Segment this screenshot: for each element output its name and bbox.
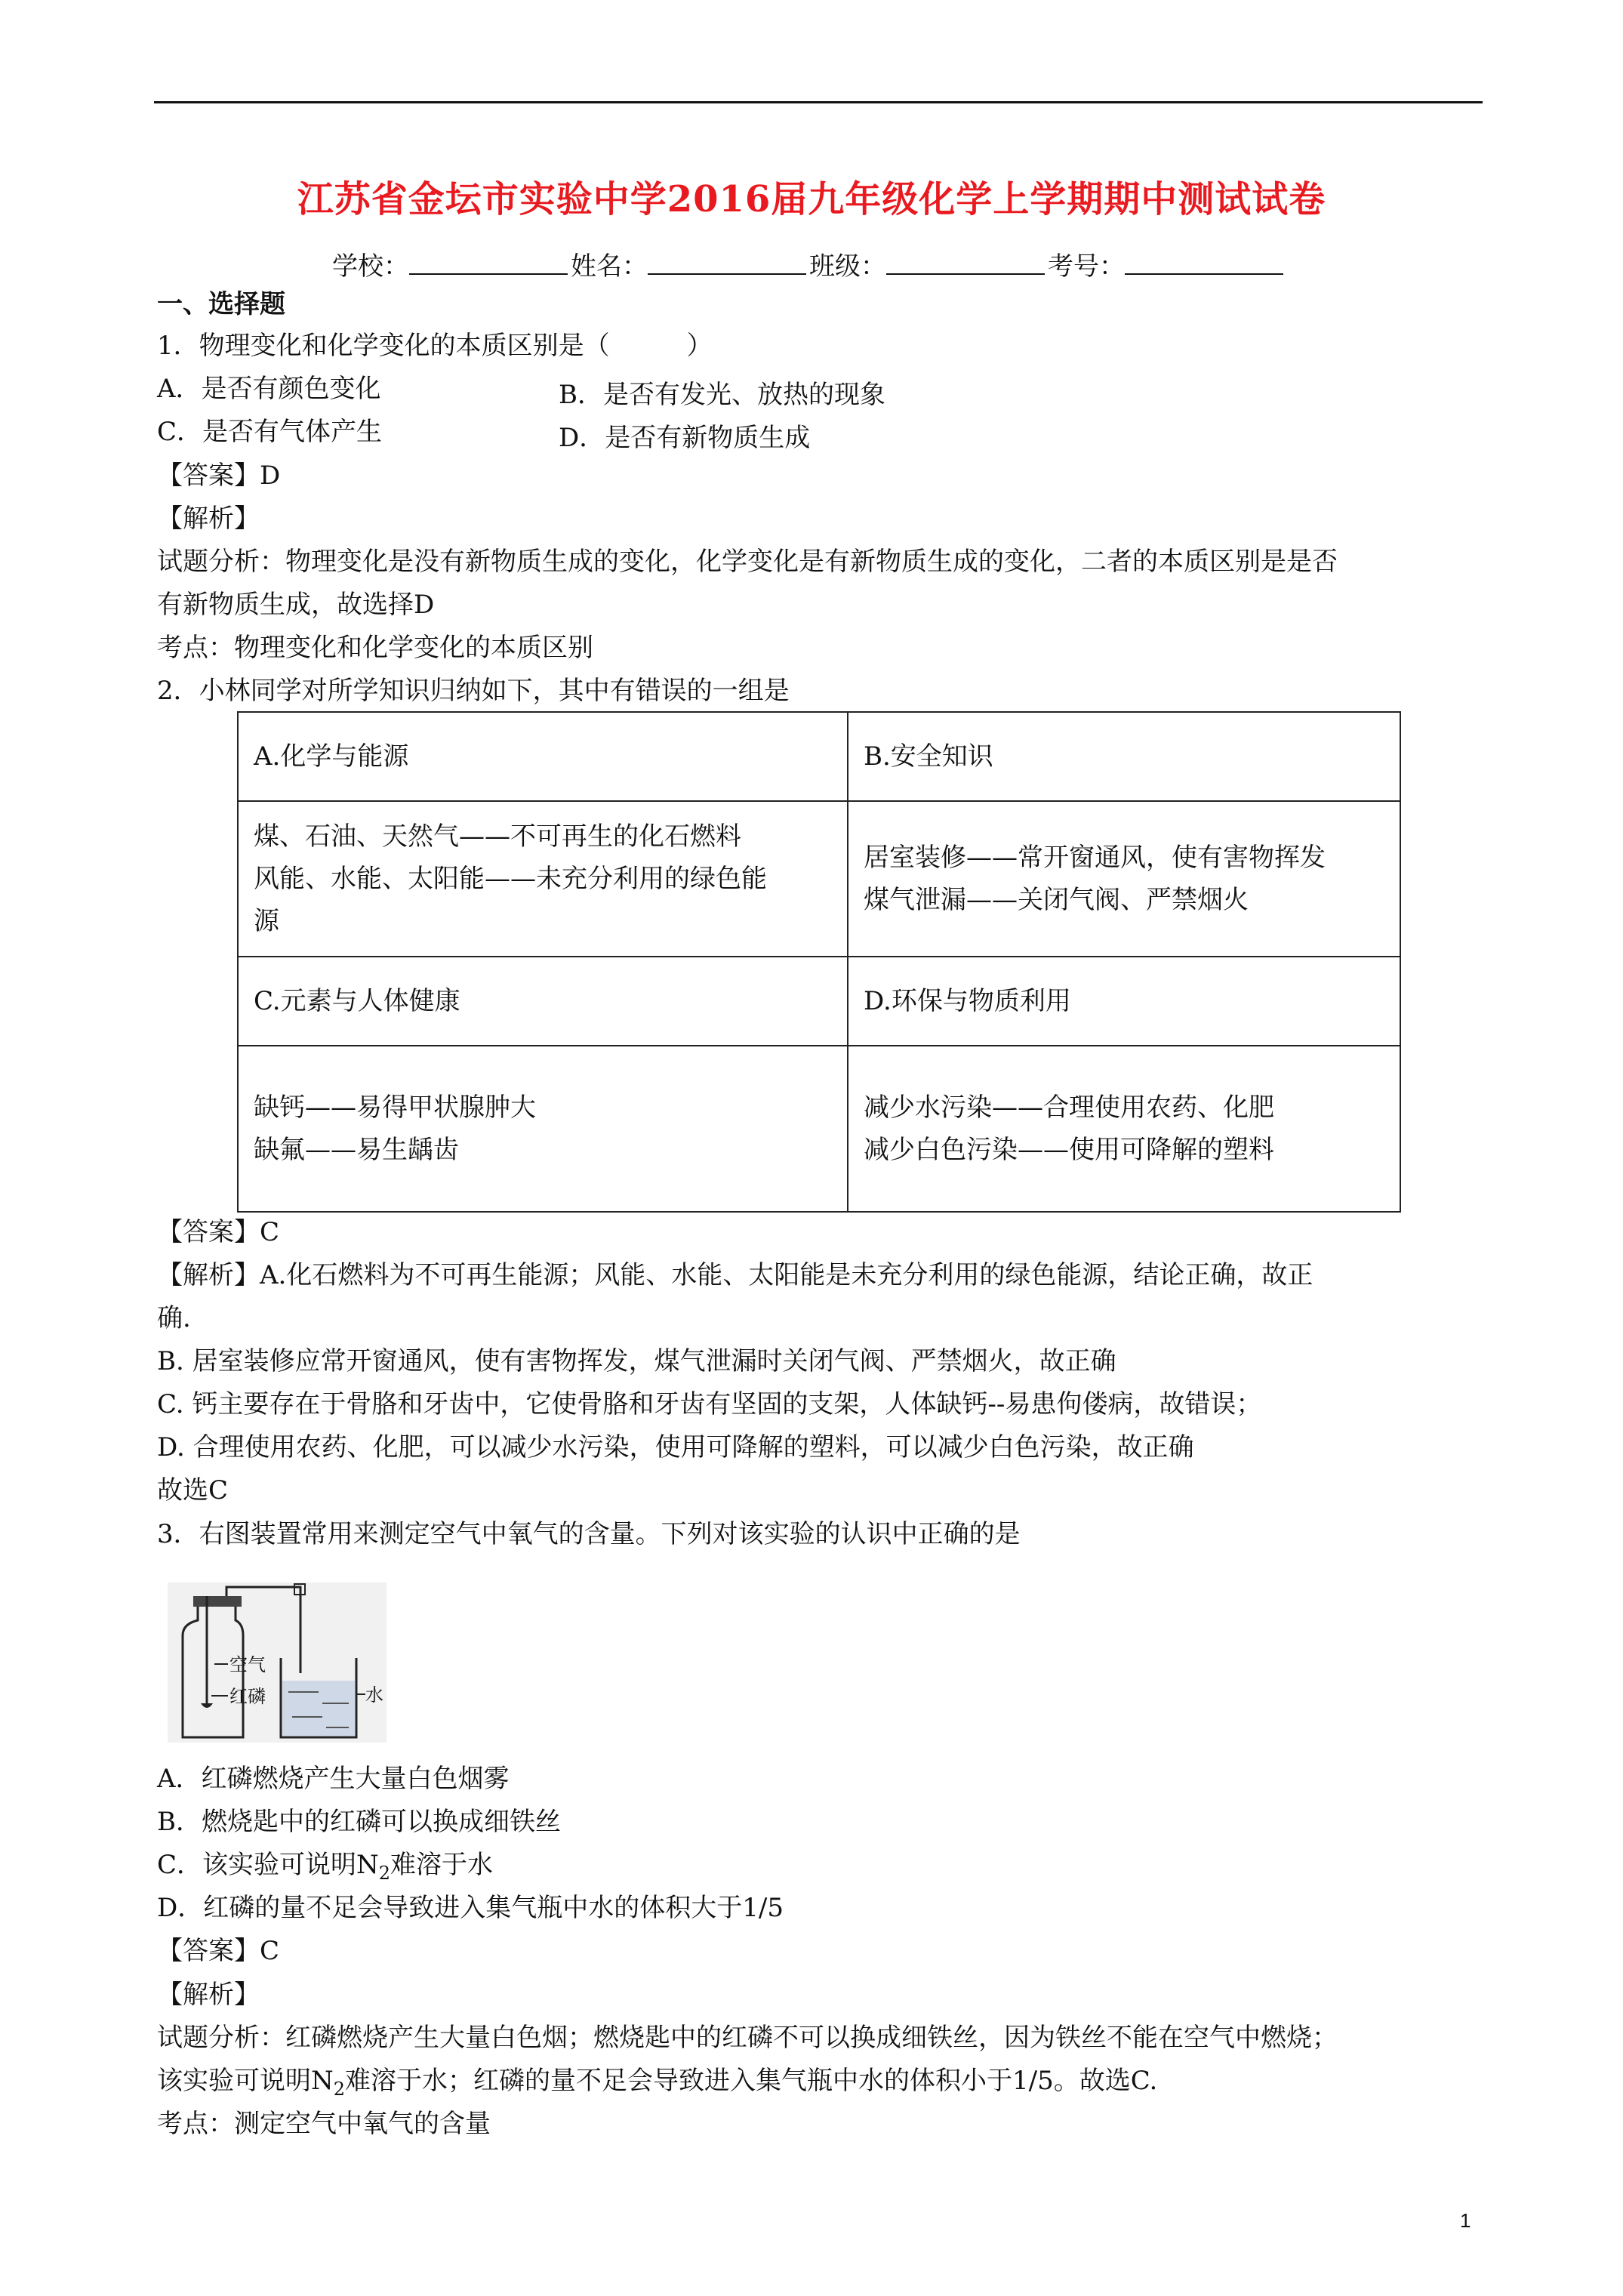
q3-analysis-text: 该实验可说明N bbox=[157, 2066, 334, 2096]
student-info-line bbox=[332, 245, 1286, 282]
table-cell-line: 减少白色污染——使用可降解的塑料 bbox=[864, 1135, 1274, 1165]
figure-label-water: 水 bbox=[365, 1684, 383, 1706]
q3-option-a: A．红磷燃烧产生大量白色烟雾 bbox=[157, 1764, 510, 1794]
table-cell-c-heading: C.元素与人体健康 bbox=[238, 957, 848, 1046]
q3-analysis-line bbox=[157, 2066, 1157, 2104]
q3-option-d: D．红磷的量不足会导致进入集气瓶中水的体积大于1/5 bbox=[157, 1893, 784, 1923]
table-cell-line: 源 bbox=[254, 906, 279, 936]
q3-option-c-text: 难溶于水 bbox=[390, 1850, 494, 1880]
q2-conclusion: 故选C bbox=[157, 1475, 229, 1505]
q2-analysis-line: C. 钙主要存在于骨胳和牙齿中，它使骨胳和牙齿有坚固的支架，人体缺钙--易患佝偻病，故错误； bbox=[157, 1389, 1262, 1419]
q3-analysis-text: 难溶于水；红磷的量不足会导致进入集气瓶中水的体积小于1/5。故选C. bbox=[345, 2066, 1158, 2096]
subscript: 2 bbox=[333, 2078, 346, 2100]
q1-analysis-line: 试题分析：物理变化是没有新物质生成的变化，化学变化是有新物质生成的变化，二者的本质区别是是否 bbox=[157, 547, 1338, 577]
figure-label-air: 空气 bbox=[229, 1654, 266, 1675]
q3-analysis-line: 试题分析：红磷燃烧产生大量白色烟；燃烧匙中的红磷不可以换成细铁丝，因为铁丝不能在空气中燃烧； bbox=[157, 2023, 1338, 2053]
table-cell-line: 缺钙——易得甲状腺肿大 bbox=[254, 1093, 536, 1123]
table-cell-d-heading: D.环保与物质利用 bbox=[848, 957, 1400, 1046]
class-label: 班级： bbox=[809, 251, 886, 282]
q3-stem: 3．右图装置常用来测定空气中氧气的含量。下列对该实验的认识中正确的是 bbox=[157, 1519, 1021, 1549]
q1-option-a: A．是否有颜色变化 bbox=[157, 374, 381, 404]
q2-stem: 2．小林同学对所学知识归纳如下，其中有错误的一组是 bbox=[157, 676, 790, 706]
exam-number-blank bbox=[1125, 251, 1283, 275]
knowledge-table bbox=[237, 711, 1401, 1213]
q3-point: 考点：测定空气中氧气的含量 bbox=[157, 2109, 491, 2139]
q2-analysis-line: 确. bbox=[157, 1303, 191, 1333]
q3-analysis-heading: 【解析】 bbox=[157, 1980, 260, 2010]
table-cell-b-heading: B.安全知识 bbox=[848, 712, 1400, 801]
q3-option-c-text: C．该实验可说明N bbox=[157, 1850, 379, 1880]
table-cell-d-content bbox=[848, 1046, 1400, 1212]
name-label: 姓名： bbox=[571, 251, 648, 282]
page-number: 1 bbox=[1460, 2209, 1471, 2232]
table-cell-b-content bbox=[848, 801, 1400, 957]
q2-answer: 【答案】C bbox=[157, 1217, 280, 1247]
oxygen-measurement-apparatus-figure bbox=[168, 1583, 387, 1743]
table-cell-line: 风能、水能、太阳能——未充分利用的绿色能 bbox=[254, 864, 767, 894]
q3-option-c bbox=[157, 1850, 493, 1888]
table-cell-line: 煤、石油、天然气——不可再生的化石燃料 bbox=[254, 821, 741, 852]
section-heading: 一、选择题 bbox=[157, 289, 285, 319]
q1-option-d: D．是否有新物质生成 bbox=[559, 423, 811, 453]
table-cell-a-heading: A.化学与能源 bbox=[238, 712, 848, 801]
stopper-icon bbox=[193, 1596, 242, 1607]
q1-stem: 1．物理变化和化学变化的本质区别是（ ） bbox=[157, 331, 713, 361]
table-cell-line: 减少水污染——合理使用农药、化肥 bbox=[864, 1093, 1274, 1123]
exam-number-label: 考号： bbox=[1048, 251, 1125, 282]
subscript: 2 bbox=[378, 1862, 391, 1884]
q2-analysis-line: B. 居室装修应常开窗通风，使有害物挥发，煤气泄漏时关闭气阀、严禁烟火，故正确 bbox=[157, 1346, 1116, 1376]
q2-analysis-line: 【解析】A.化石燃料为不可再生能源；风能、水能、太阳能是未充分利用的绿色能源，结论正确，故正 bbox=[157, 1260, 1313, 1290]
header-rule bbox=[154, 101, 1483, 103]
table-cell-line: 缺氟——易生龋齿 bbox=[254, 1135, 459, 1165]
q2-analysis-line: D. 合理使用农药、化肥，可以减少水污染，使用可降解的塑料，可以减少白色污染，故正确 bbox=[157, 1432, 1194, 1462]
q1-option-c: C．是否有气体产生 bbox=[157, 417, 383, 447]
figure-label-phosphorus: 红磷 bbox=[229, 1686, 266, 1707]
table-cell-line: 煤气泄漏——关闭气阀、严禁烟火 bbox=[864, 885, 1249, 915]
school-blank bbox=[409, 251, 568, 275]
table-cell-a-content bbox=[238, 801, 848, 957]
table-cell-line: 居室装修——常开窗通风，使有害物挥发 bbox=[864, 843, 1326, 873]
page-title: 江苏省金坛市实验中学2016届九年级化学上学期期中测试试卷 bbox=[297, 178, 1326, 220]
class-blank bbox=[886, 251, 1045, 275]
school-label: 学校： bbox=[332, 251, 409, 282]
table-cell-c-content bbox=[238, 1046, 848, 1212]
q1-option-b: B．是否有发光、放热的现象 bbox=[559, 380, 885, 410]
q3-answer: 【答案】C bbox=[157, 1936, 280, 1966]
q1-analysis-line: 有新物质生成，故选择D bbox=[157, 590, 435, 620]
name-blank bbox=[648, 251, 806, 275]
q1-point: 考点：物理变化和化学变化的本质区别 bbox=[157, 633, 593, 663]
q1-answer: 【答案】D bbox=[157, 461, 281, 491]
q1-analysis-heading: 【解析】 bbox=[157, 504, 260, 534]
q3-option-b: B．燃烧匙中的红磷可以换成细铁丝 bbox=[157, 1807, 561, 1837]
